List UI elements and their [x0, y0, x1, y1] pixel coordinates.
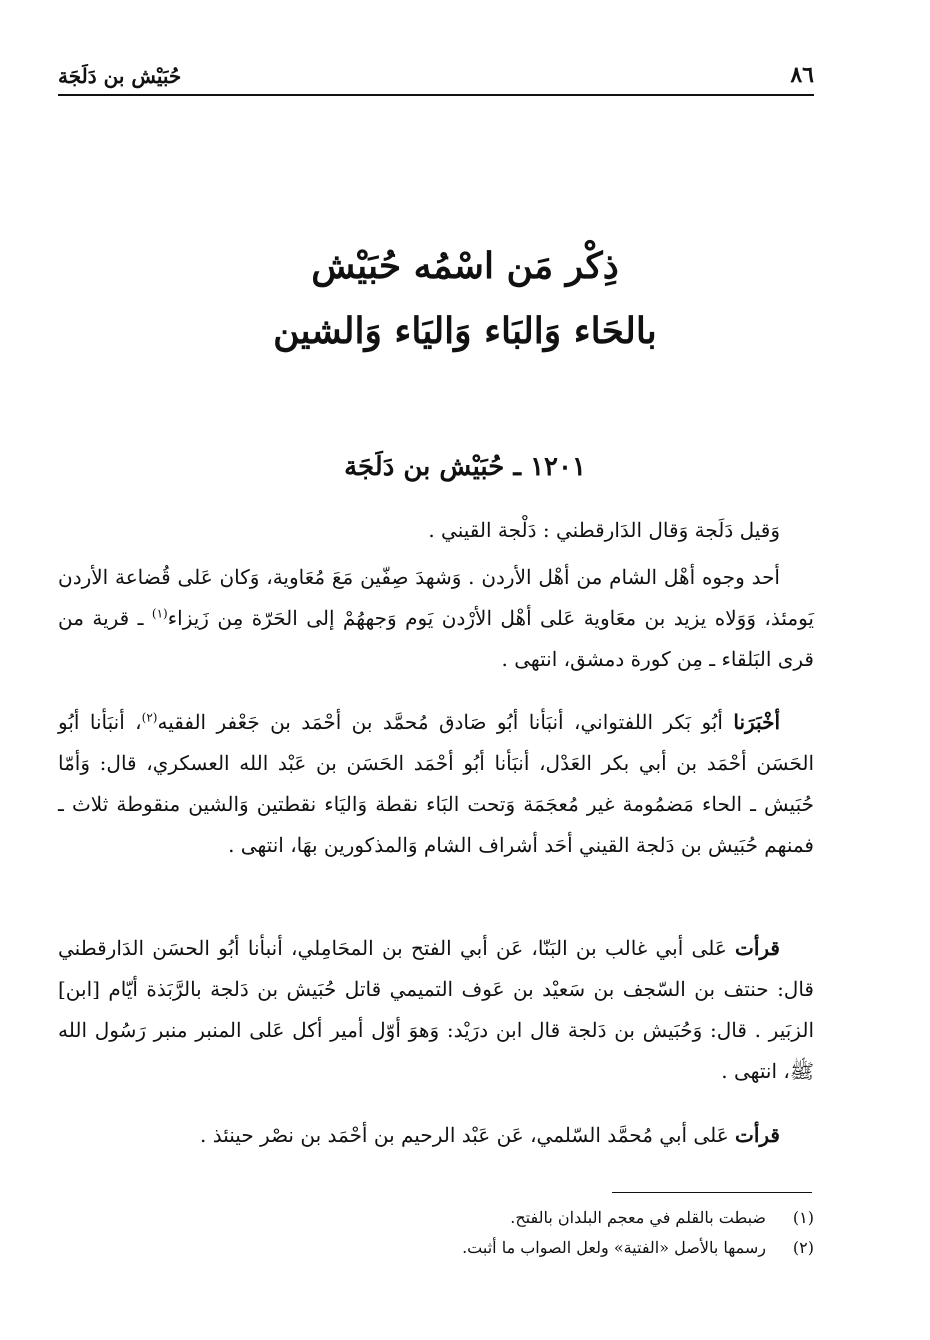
paragraph-3-text-a: أبُو بَكر اللفتواني، أنبَأنا أبُو صَادق مُحمَّد بن أحْمَد بن جَعْفر الفقيه: [157, 710, 734, 734]
paragraph-3-lead: أخْبَرَنا: [733, 710, 780, 734]
footnote-ref-1: (١): [151, 606, 168, 621]
section-heading-line1: ذِكْر مَن اسْمُه حُبَيْش: [311, 245, 619, 287]
paragraph-5: [58, 1115, 814, 1156]
footnote-ref-2: (٢): [141, 710, 158, 725]
page-header: [58, 58, 814, 96]
footnote-2-number: (٢): [792, 1238, 814, 1257]
paragraph-3-text-b: ، أنبَأنا أبُو الحَسَن أحْمَد بن أبي بكر العَدْل، أنبَأنا أبُو أحْمَد الحَسَن بن عَبْد الله العسكري، قال: وَأمّا حُبَيش ـ الحاء مَضمُومة غير مُعجَمَة وَتحت البَاء نقطة وَاليَاء نقطتين وَالشين منقوطة ثلاث ـ فمنهم حُبَيش بن دَلجة القيني أحَد أشراف الشام وَالمذكورين بهَا، انتهى .: [58, 710, 814, 857]
footnote-1-text: ضبطت بالقلم في معجم البلدان بالفتح.: [510, 1208, 766, 1227]
paragraph-5-text: عَلى أبي مُحمَّد السّلمي، عَن عَبْد الرحيم بن أحْمَد بن نصْر حينئذ .: [200, 1123, 736, 1147]
paragraph-2: [58, 557, 814, 680]
footnote-1-number: (١): [792, 1208, 814, 1227]
paragraph-3: [58, 702, 814, 866]
footnote-1: [120, 1206, 814, 1230]
footnote-2-text: رسمها بالأصل «الفتية» ولعل الصواب ما أثبت.: [462, 1238, 766, 1257]
paragraph-1: [58, 510, 814, 551]
entry-heading: ١٢٠١ ـ حُبَيْش بن دَلَجَة: [344, 452, 586, 482]
footnote-divider: [612, 1192, 812, 1193]
paragraph-4: [58, 928, 814, 1092]
paragraph-5-lead: قرأت: [735, 1123, 780, 1147]
paragraph-4-text: عَلى أبي غالب بن البَنّا، عَن أبي الفتح بن المحَامِلي، أنبأنا أبُو الحسَن الدَارقطني قال: حنتف بن السّجف بن سَعيْد بن عَوف التميمي قاتل حُبَيش بن دَلجة بالرَّبَذة أيّام [ابن] الزبَير . قال: وَحُبَيش بن دَلجة قال ابن درَيْد: وَهوَ أوّل أمير أكل عَلى المنبر منبر رَسُول الله ﷺ، انتهى .: [58, 936, 814, 1083]
footnote-2: [120, 1236, 814, 1260]
paragraph-2-tail: ـ قرية من قرى البَلقاء ـ مِن كورة دمشق، انتهى .: [58, 606, 814, 671]
section-heading-line2: بالحَاء وَالبَاء وَاليَاء وَالشين: [273, 310, 657, 352]
paragraph-2-text: أحد وجوه أهْل الشام من أهْل الأردن . وَشهدَ صِفّين مَعَ مُعَاوية، وَكان عَلى قُضاعة الأردن يَومئذ، وَوَلاه يزيد بن معَاوية عَلى أهْل الأرْدن يَوم وَجههُمْ إلى الحَرّة مِن زَيزاء: [58, 565, 814, 630]
running-title: حُبَيْش بن دَلَجَة: [58, 64, 182, 88]
page-number: ٨٦: [790, 62, 814, 88]
paragraph-1-text: وَقيل دَلَجة وَقال الدَارقطني : دَلْجة القيني .: [428, 518, 780, 542]
paragraph-4-lead: قرأت: [735, 936, 780, 960]
